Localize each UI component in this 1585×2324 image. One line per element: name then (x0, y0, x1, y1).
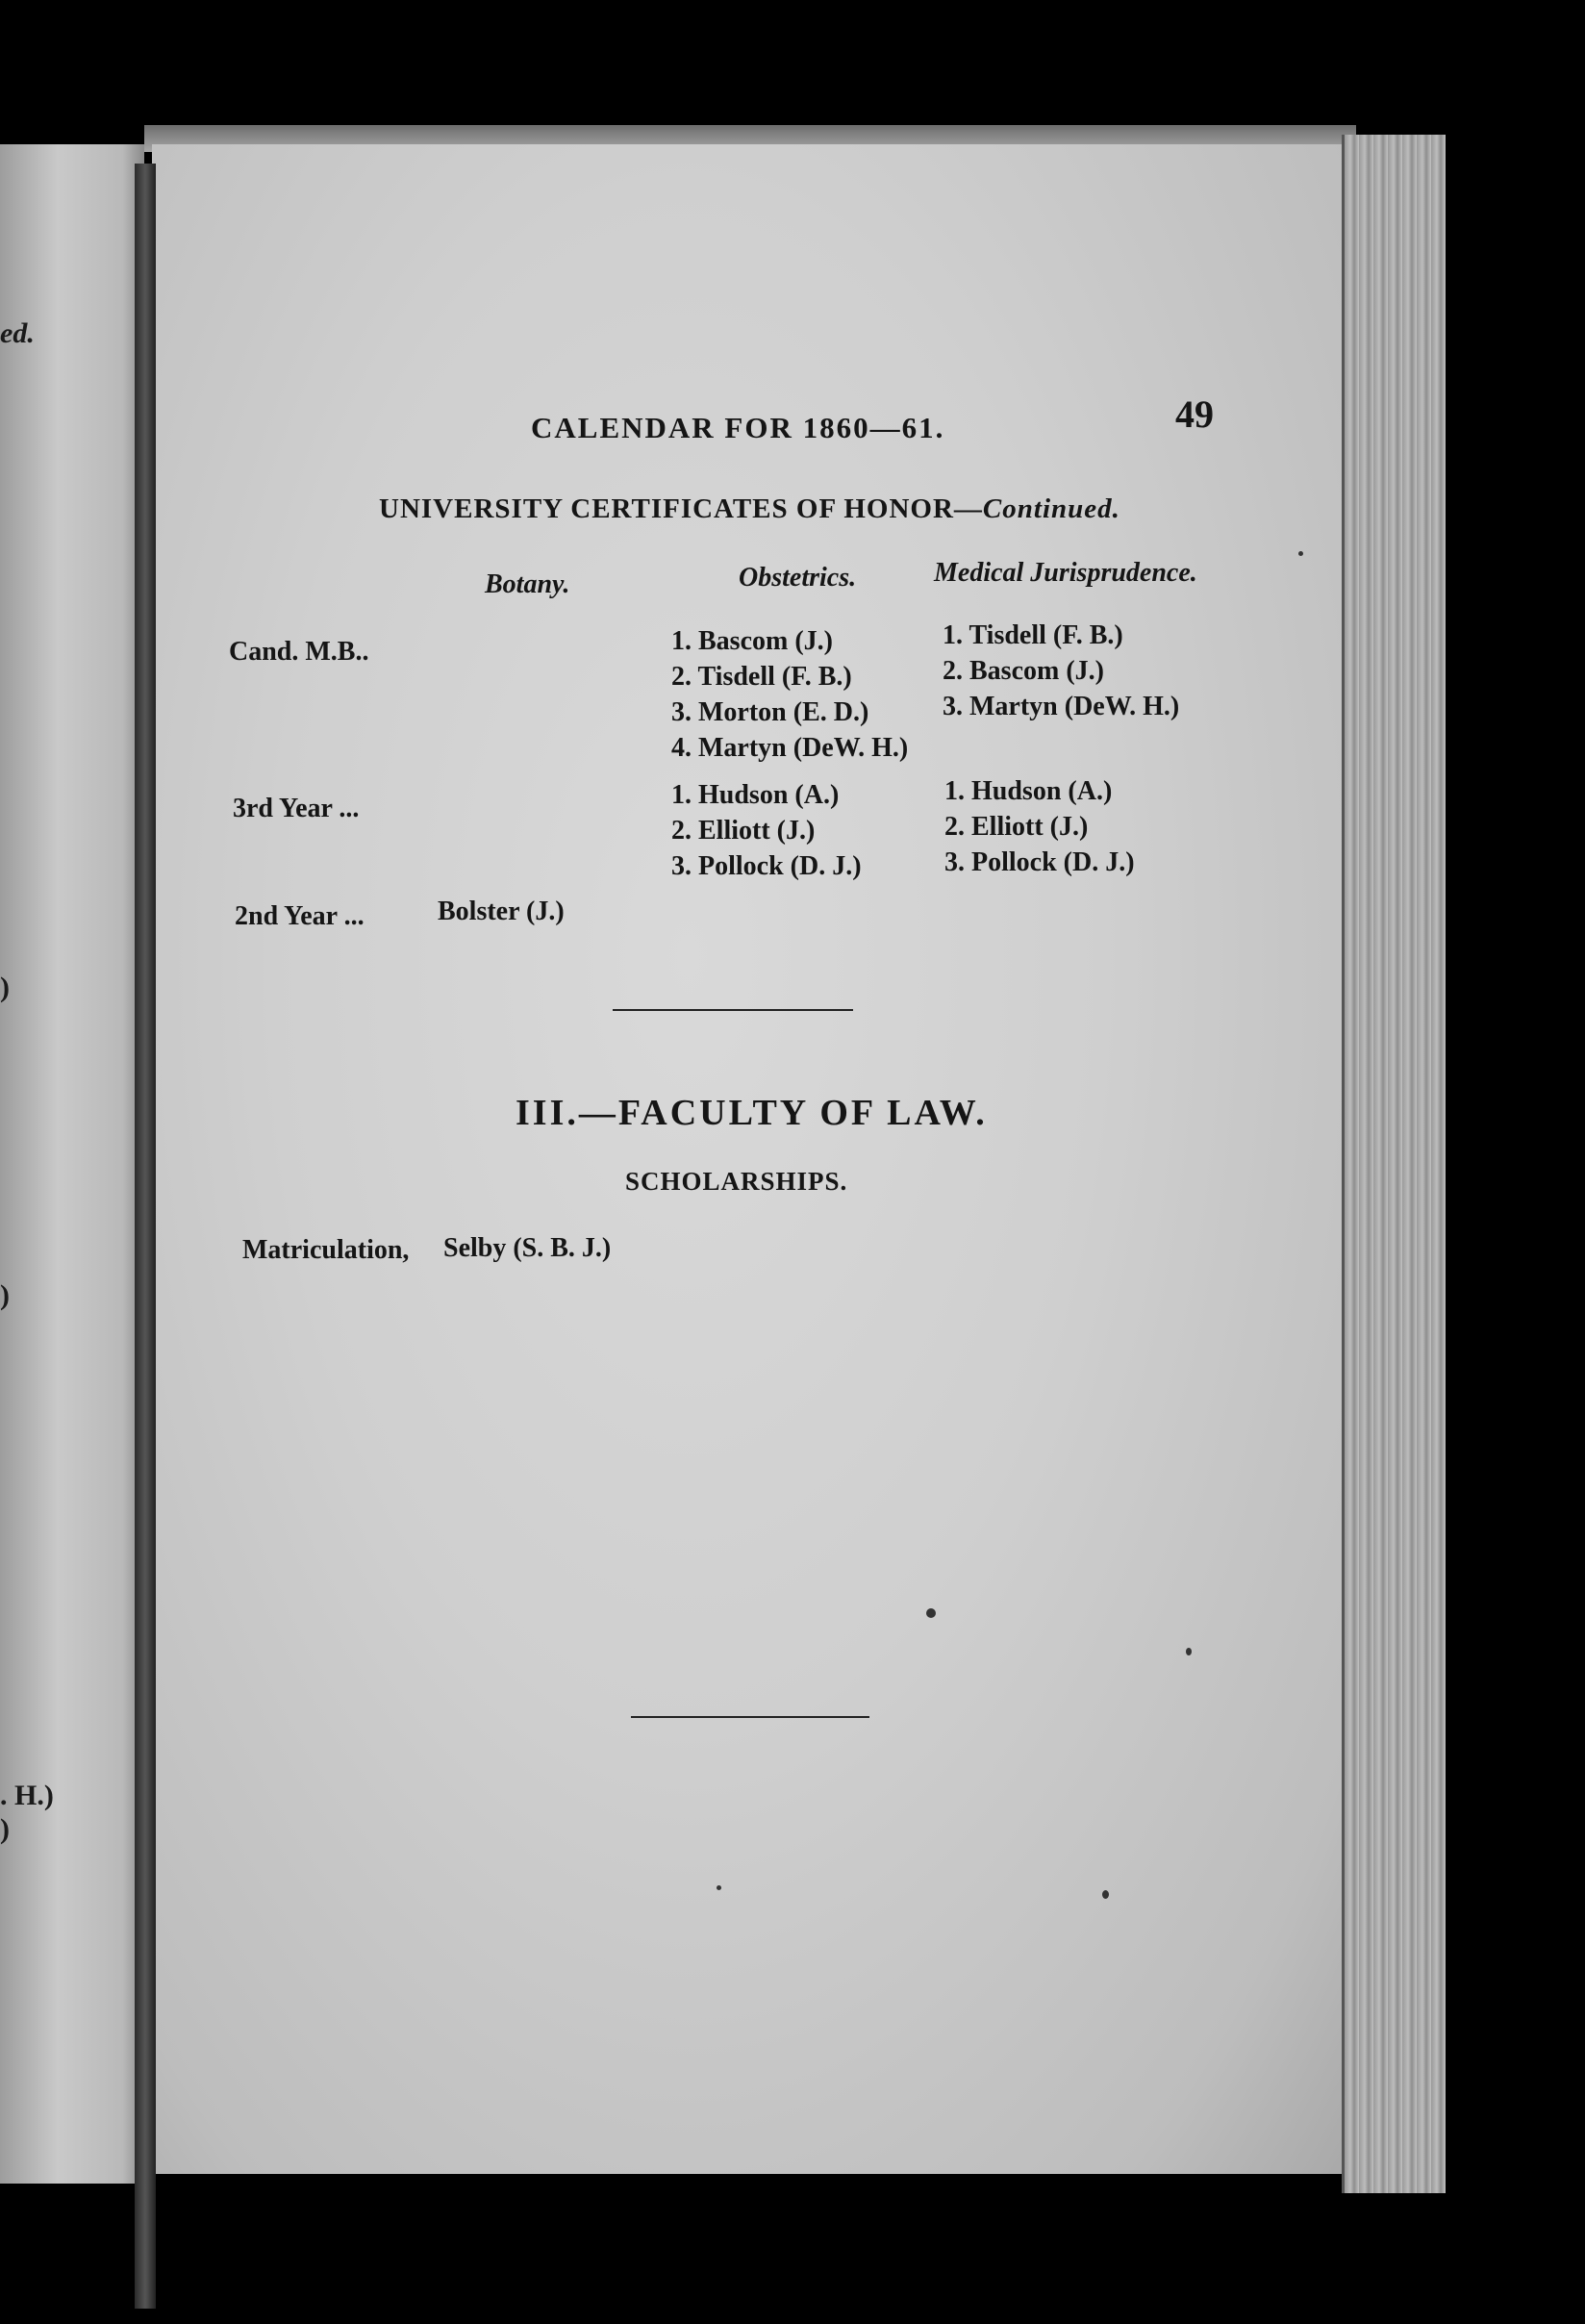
prev-page-fragment: ) (0, 1813, 10, 1845)
previous-page-edge (0, 144, 144, 2184)
page-stack-edges (1342, 135, 1446, 2193)
section-divider (613, 1009, 853, 1011)
prev-page-fragment: ) (0, 972, 10, 1003)
row-label-cand-mb: Cand. M.B.. (229, 637, 369, 667)
obstetrics-entry: 1. Bascom (J.) (671, 626, 833, 656)
row-label-2nd-year: 2nd Year ... (235, 901, 365, 931)
scholarships-heading: SCHOLARSHIPS. (625, 1167, 848, 1196)
obstetrics-entry: 4. Martyn (DeW. H.) (671, 733, 909, 763)
row-label-3rd-year: 3rd Year ... (233, 794, 360, 823)
scholarship-entry: Selby (S. B. J.) (443, 1233, 612, 1263)
jurisprudence-entry: 3. Pollock (D. J.) (944, 847, 1135, 877)
section-divider (631, 1716, 869, 1718)
book-page (152, 144, 1345, 2174)
jurisprudence-entry: 1. Hudson (A.) (944, 776, 1113, 806)
botany-entry: Bolster (J.) (438, 897, 565, 926)
column-header-botany: Botany. (485, 569, 570, 599)
scan-speck (1298, 551, 1303, 556)
jurisprudence-entry: 1. Tisdell (F. B.) (943, 620, 1123, 650)
row-label-matriculation: Matriculation, (242, 1235, 410, 1265)
prev-page-fragment: ed. (0, 317, 35, 349)
page-number: 49 (1175, 392, 1214, 436)
faculty-heading: III.—FACULTY OF LAW. (516, 1093, 988, 1133)
honors-caption-continued: Continued. (982, 493, 1120, 524)
running-head: CALENDAR FOR 1860—61. (531, 411, 945, 444)
jurisprudence-entry: 3. Martyn (DeW. H.) (943, 692, 1180, 721)
obstetrics-entry: 2. Elliott (J.) (671, 816, 816, 846)
obstetrics-entry: 3. Pollock (D. J.) (671, 851, 862, 881)
jurisprudence-entry: 2. Bascom (J.) (943, 656, 1104, 686)
scan-speck (1102, 1890, 1109, 1899)
scan-speck (926, 1608, 936, 1618)
prev-page-fragment: . H.) (0, 1780, 54, 1811)
column-header-obstetrics: Obstetrics. (739, 563, 857, 593)
scan-speck (717, 1885, 721, 1890)
column-header-medical-jurisprudence: Medical Jurisprudence. (934, 558, 1197, 588)
scan-speck (1186, 1648, 1192, 1655)
obstetrics-entry: 1. Hudson (A.) (671, 780, 840, 810)
obstetrics-entry: 2. Tisdell (F. B.) (671, 662, 852, 692)
book-gutter (135, 164, 156, 2309)
honors-caption (379, 493, 1120, 525)
jurisprudence-entry: 2. Elliott (J.) (944, 812, 1089, 842)
obstetrics-entry: 3. Morton (E. D.) (671, 697, 869, 727)
honors-caption-main: UNIVERSITY CERTIFICATES OF HONOR— (379, 493, 983, 524)
prev-page-fragment: ) (0, 1279, 10, 1311)
